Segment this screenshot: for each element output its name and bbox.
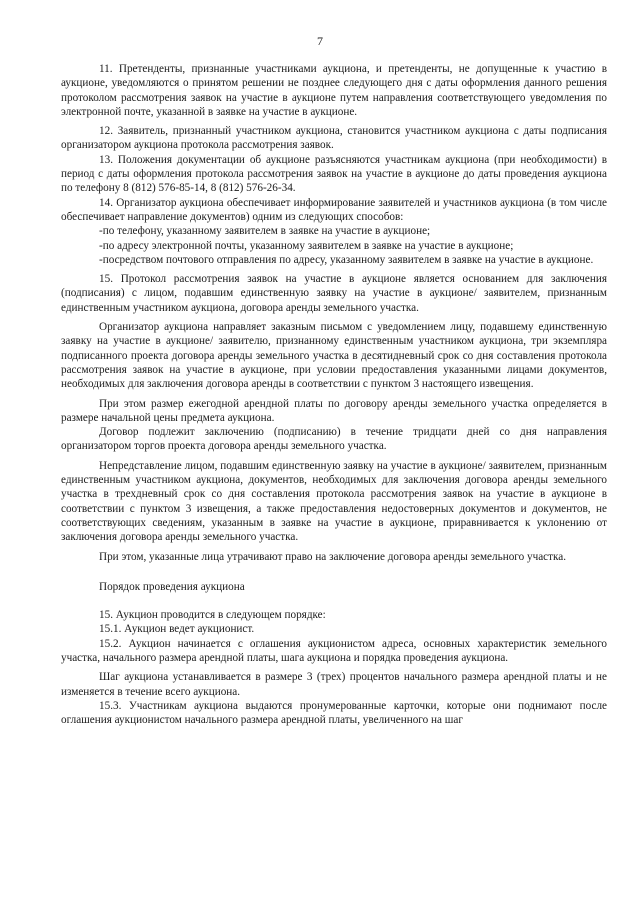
paragraph-right-lost: При этом, указанные лица утрачивают право на заключение договора аренды земельного участка. — [99, 550, 567, 563]
paragraph-organizer-sends: Организатор аукциона направляет заказным письмом с уведомлением лицу, подавшему единственную заявку на участие в аукционе/ заявителю, признанному единственным участником аукциона, три экземпляра подписанного проекта договора аренды земельного участка в десятидневный срок со дня составления протокола рассмотрения заявок на участие в аукционе, при условии предоставления указанными лицами документов, необходимых для заключения договора аренды в соответствии с пунктом 3 настоящего извещения. — [61, 321, 607, 391]
paragraph-15: 15. Протокол рассмотрения заявок на участие в аукционе является основанием для заключения (подписания) с лицом, подавшим единственную заявку на участие в аукционе/ заявителем, признанным единственным участником аукциона, договора аренды земельного участка. — [61, 273, 607, 314]
paragraph-auction-step: Шаг аукциона устанавливается в размере 3 (трех) процентов начального размера арендной платы и не изменяется в течение всего аукциона. — [61, 671, 607, 698]
paragraph-15-2: 15.2. Аукцион начинается с оглашения аукционистом адреса, основных характеристик земельного участка, начального размера арендной платы, шага аукциона и порядка проведения аукциона. — [61, 637, 607, 664]
section-heading: Порядок проведения аукциона — [99, 580, 245, 593]
paragraph-13: 13. Положения документации об аукционе разъясняются участникам аукциона (при необходимости) в период с даты оформления протокола рассмотрения заявок на участие в аукционе до даты проведения аукциона по телефону 8 (812) 576-85-14, 8 (812) 576-26-34. — [61, 153, 607, 195]
page-number: 7 — [317, 34, 323, 48]
paragraph-14: 14. Организатор аукциона обеспечивает информирование заявителей и участников аукциона (в том числе обеспечивает направление документов) одним из следующих способов: — [61, 196, 607, 223]
paragraph-rent-size: При этом размер ежегодной арендной платы по договору аренды земельного участка определяется в размере начальной цены предмета аукциона. — [61, 397, 607, 424]
paragraph-11: 11. Претенденты, признанные участниками аукциона, и претенденты, не допущенные к участию в аукционе, уведомляются о принятом решении не позднее следующего дня с даты оформления данного решения протоколом рассмотрения заявок на участие в аукционе путем направления соответствующего уведомления по электронной почте, указанной в заявке на участие в аукционе. — [61, 63, 607, 118]
document-body — [61, 62, 607, 727]
list-item-email: -по адресу электронной почты, указанному заявителем в заявке на участие в аукционе; — [99, 239, 514, 252]
paragraph-15-1: 15.1. Аукцион ведет аукционист. — [99, 623, 255, 636]
paragraph-12: 12. Заявитель, признанный участником аукциона, становится участником аукциона с даты подписания организатором аукциона протокола рассмотрения заявок. — [61, 125, 607, 152]
paragraph-non-submission: Непредставление лицом, подавшим единственную заявку на участие в аукционе/ заявителем, признанным единственным участником аукциона, документов, необходимых для заключения договора аренды земельного участка в трехдневный срок со дня составления протокола рассмотрения заявок на участие в аукционе в соответствии с пунктом 3 извещения, а также предоставления недостоверных документов и документов, не соответствующих сведениям, указанным в заявке на участие в аукционе, приравнивается к уклонению от заключения договора аренды земельного участка. — [61, 459, 607, 544]
paragraph-15-order: 15. Аукцион проводится в следующем порядке: — [99, 609, 326, 622]
paragraph-15-3: 15.3. Участникам аукциона выдаются пронумерованные карточки, которые они поднимают после оглашения аукционистом начального размера арендной платы, увеличенного на шаг — [61, 699, 607, 727]
paragraph-contract-term: Договор подлежит заключению (подписанию) в течение тридцати дней со дня направления организатором торгов проекта договора аренды земельного участка. — [61, 426, 607, 453]
list-item-phone: -по телефону, указанному заявителем в заявке на участие в аукционе; — [99, 225, 431, 238]
list-item-post: -посредством почтового отправления по адресу, указанному заявителем в заявке на участие в аукционе. — [99, 253, 594, 266]
